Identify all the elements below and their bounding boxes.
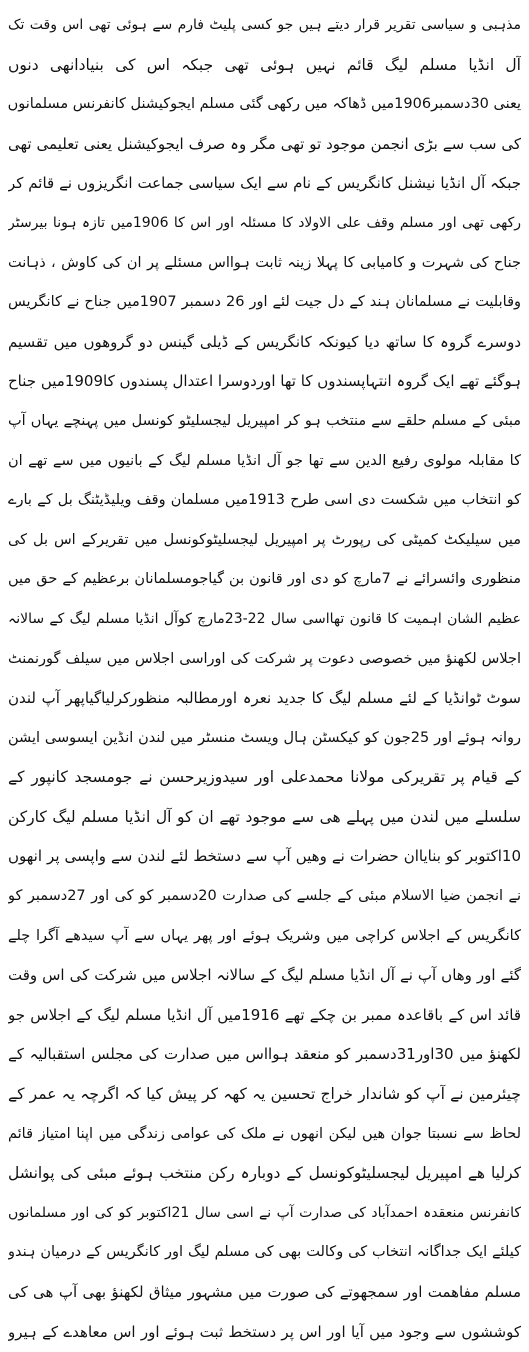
- text-line: میں سیلیکٹ کمیٹی کی رپورٹ پر امپیریل لیجسلیٹوکونسل میں تقریرکے اس بل کی: [8, 531, 521, 548]
- text-line: مسلم مفاھمت اور سمجھوتے کی صورت میں مشہور میثاق لکھنؤ بھی آپ ھی کی: [8, 1283, 521, 1301]
- text-line: گئے اور وھاں آپ نے آل انڈیا مسلم لیگ کے سالانہ اجلاس میں شرکت کی اس وقت: [8, 966, 521, 985]
- text-line: سوٹ ٹوانڈیا کے لئے مسلم لیگ کا جدید نعرہ اورمطالبہ منظورکرلیاگیاپھر آپ لندن: [8, 689, 521, 708]
- text-line: کے قیام پر تقریرکی مولانا محمدعلی اور سیدوزیرحسن نے جومسجد کانپور کے: [8, 768, 521, 787]
- text-line: کانفرنس منعقدہ احمدآباد کی صدارت آپ نے اسی سال 21اکتوبر کو کی اور مسلمانوں: [8, 1204, 521, 1221]
- text-line: ہوگئے تھے ایک گروہ انتہاپسندوں کا تھا اوردوسرا اعتدال پسندوں کا1909میں جناح: [8, 372, 521, 391]
- text-line: کیلئے ایک جداگانہ انتخاب کی وکالت بھی کی مسلم لیگ اور کانگریس کے درمیان ہندو: [8, 1244, 521, 1261]
- text-line: قائد اس کے باقاعدہ ممبر بن چکے تھے 1916میں آل انڈیا مسلم لیگ کے اجلاس جو: [8, 1005, 521, 1024]
- text-line: کو انتخاب میں شکست دی اسی طرح 1913میں مسلمان وقف ویلیڈیٹنگ بل کے بارے: [8, 492, 521, 509]
- text-line: جناح کی شہرت و کامیابی کا پہلا زینہ ثابت ہوااس مسئلے پر ان کی کاوش ، ذہانت: [8, 254, 521, 271]
- text-line: دوسرے گروہ کا ساتھ دیا کیونکہ کانگریس کے ڈیلی گینس دو گروھوں میں تقسیم: [8, 332, 521, 351]
- text-line: کانگریس کے اجلاس کراچی میں وشریک ہوئے اور پھر یہاں سے آپ سیدھے آگرا چلے: [8, 927, 521, 944]
- text-line: جبکہ آل انڈیا نیشنل کانگریس کے نام سے ایک سیاسی جماعت انگریزوں نے قائم کر: [8, 174, 521, 193]
- text-line: روانہ ہوئے اور 25جون کو کیکسٹن ہال ویسٹ منسٹر میں لندن انڈین ایسوسی ایشن: [8, 729, 521, 746]
- text-line: مذہبی و سیاسی تقریر قرار دیتے ہیں جو کسی پلیٹ فارم سے ہوئی تھی اس وقت تک: [8, 17, 521, 33]
- text-line: کرلیا ھے امپیریل لیجسلیٹوکونسل کے دوبارہ رکن منتخب ہوئے مبئی کی پوانشل: [8, 1164, 521, 1183]
- text-line: نے انجمن ضیا الاسلام مبئی کے جلسے کی صدارت 20دسمبر کو کی اور 27دسمبر کو: [8, 888, 521, 905]
- text-line: رکھی تھی اور مسلم وقف علی الاولاد کا مسئلہ اور اس کا 1906میں تازہ ہونا بیرسٹر: [8, 214, 521, 231]
- text-line: اجلاس لکھنؤ میں خصوصی دعوت پر شرکت کی اوراسی اجلاس میں سیلف گورنمنٹ: [8, 650, 521, 667]
- text-line: کی سب سے بڑی انجمن موجود تو تھی مگر وہ صرف ایجوکیشنل یعنی تعلیمی تھی: [8, 134, 521, 153]
- text-line: کا مقابلہ مولوی رفیع الدین سے تھا جو آل انڈیا مسلم لیگ کے بانیوں میں سے تھے ان: [8, 452, 521, 469]
- text-line: چیئرمین نے آپ کو شاندار خراج تحسین یہ کھہ کر پیش کیا کہ اگرچہ یہ عمر کے: [8, 1085, 521, 1104]
- text-line: مبئی کے مسلم حلقے سے منتخب ہو کر امپیریل لیجسلیٹو کونسل میں پہنچے یہاں آپ: [8, 412, 521, 429]
- text-line: سلسلے میں لندن میں پہلے ھی سے موجود تھے ان کو آل انڈیا مسلم لیگ کارکن: [8, 807, 521, 826]
- text-line: عظیم الشان اہمیت کا قانون تھااسی سال 22-23مارچ کوآل انڈیا مسلم لیگ کے سالانہ: [8, 610, 521, 627]
- text-line: یعنی 30دسمبر1906میں ڈھاکہ میں رکھی گئی مسلم ایجوکیشنل کانفرنس مسلمانوں: [8, 96, 521, 113]
- text-line: لحاظ سے نسبتا جوان ھیں لیکن انھوں نے ملک کی عوامی زندگی میں اپنا امتیاز قائم: [8, 1125, 521, 1142]
- text-line: وقابلیت نے مسلمانان ہند کے دل جیت لئے اور 26 دسمبر 1907میں جناح نے کانگریس: [8, 294, 521, 311]
- text-line: کوششوں سے وجود میں آیا اور اس پر دستخط ثبت ہوئے اور اس معاھدے کے ہیرو: [8, 1322, 521, 1341]
- text-line: منظوری وائسرائے نے 7مارچ کو دی اور قانون بن گیاجومسلمانان برعظیم کے حق میں: [8, 571, 521, 588]
- urdu-text-body: [8, 6, 521, 1352]
- text-line: لکھنؤ میں 30اور31دسمبر کو منعقد ہوااس میں صدارت کی مجلس استقبالیہ کے: [8, 1045, 521, 1064]
- text-line: آل انڈیا مسلم لیگ قائم نہیں ہوئی تھی جبکہ اس کی بنیادانھی دنوں: [8, 55, 521, 74]
- text-line: 10اکتوبر کو بنایاان حضرات نے وھیں آپ سے دستخط لئے لندن سے واپسی پر انھوں: [8, 847, 521, 866]
